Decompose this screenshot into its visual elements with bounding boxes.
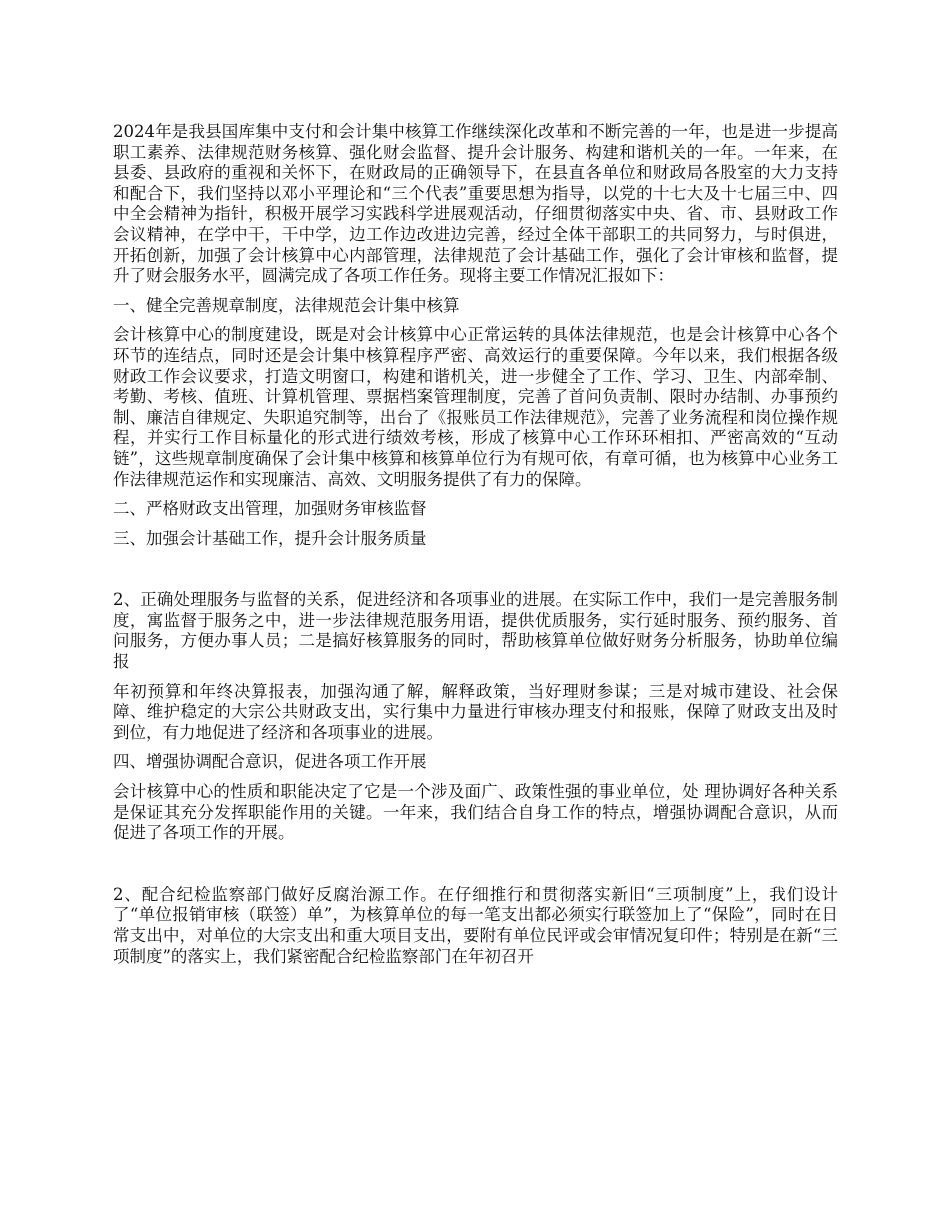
section-heading-4: 四、增强协调配合意识，促进各项工作开展: [113, 752, 427, 772]
body-paragraph: 年初预算和年终决算报表，加强沟通了解，解释政策，当好理财参谋；三是对城市建设、社会保障、维护稳定的大宗公共财政支出，实行集中力量进行审核办理支付和报账，保障了财政支出及时到位，有力地促进了经济和各项事业的进展。: [113, 681, 838, 742]
intro-paragraph: 2024年是我县国库集中支付和会计集中核算工作继续深化改革和不断完善的一年，也是进一步提高职工素养、法律规范财务核算、强化财会监督、提升会计服务、构建和谐机关的一年。一年来，在县委、县政府的重视和关怀下，在财政局的正确领导下，在县直各单位和财政局各股室的大力支持和配合下，我们坚持以邓小平理论和“三个代表”重要思想为指导，以党的十七大及十七届三中、四中全会精神为指针，积极开展学习实践科学进展观活动，仔细贯彻落实中央、省、市、县财政工作会议精神，在学中干，干中学，边工作边改进边完善，经过全体干部职工的共同努力，与时俱进，开拓创新，加强了会计核算中心内部管理，法律规范了会计基础工作，强化了会计审核和监督，提升了财会服务水平，圆满完成了各项工作任务。现将主要工作情况汇报如下：: [113, 122, 838, 286]
body-paragraph: 2、配合纪检监察部门做好反腐治源工作。在仔细推行和贯彻落实新旧“三项制度”上，我们设计了“单位报销审核（联签）单”，为核算单位的每一笔支出都必须实行联签加上了“保险”，同时在日常支出中，对单位的大宗支出和重大项目支出，要附有单位民评或会审情况复印件；特别是在新“三项制度”的落实上，我们紧密配合纪检监察部门在年初召开: [113, 884, 838, 966]
blank-gap: [113, 558, 838, 590]
body-paragraph: 会计核算中心的性质和职能决定了它是一个涉及面广、政策性强的事业单位，处 理协调好各种关系是保证其充分发挥职能作用的关键。一年来，我们结合自身工作的特点，增强协调配合意识，从而促进了各项工作的开展。: [113, 782, 838, 843]
blank-gap: [113, 853, 838, 885]
body-paragraph: 2、正确处理服务与监督的关系，促进经济和各项事业的进展。在实际工作中，我们一是完善服务制度，寓监督于服务之中，进一步法律规范服务用语，提供优质服务，实行延时服务、预约服务、首问服务，方便办事人员；二是搞好核算服务的同时，帮助核算单位做好财务分析服务，协助单位编报: [113, 590, 838, 672]
section-heading-1: 一、健全完善规章制度，法律规范会计集中核算: [113, 295, 460, 315]
body-paragraph: 会计核算中心的制度建设，既是对会计核算中心正常运转的具体法律规范，也是会计核算中心各个环节的连结点，同时还是会计集中核算程序严密、高效运行的重要保障。今年以来，我们根据各级财政工作会议要求，打造文明窗口，构建和谐机关，进一步健全了工作、学习、卫生、内部牵制、考勤、考核、值班、计算机管理、票据档案管理制度，完善了首问负责制、限时办结制、办事预约制、廉洁自律规定、失职追究制等，出台了《报账员工作法律规范》，完善了业务流程和岗位操作规程，并实行工作目标量化的形式进行绩效考核，形成了核算中心工作环环相扣、严密高效的“互动链”，这些规章制度确保了会计集中核算和核算单位行为有规可依，有章可循，也为核算中心业务工作法律规范运作和实现廉洁、高效、文明服务提供了有力的保障。: [113, 325, 838, 489]
section-heading-2: 二、严格财政支出管理，加强财务审核监督: [113, 499, 427, 519]
document-body: [113, 122, 838, 976]
section-heading-3: 三、加强会计基础工作，提升会计服务质量: [113, 528, 427, 548]
